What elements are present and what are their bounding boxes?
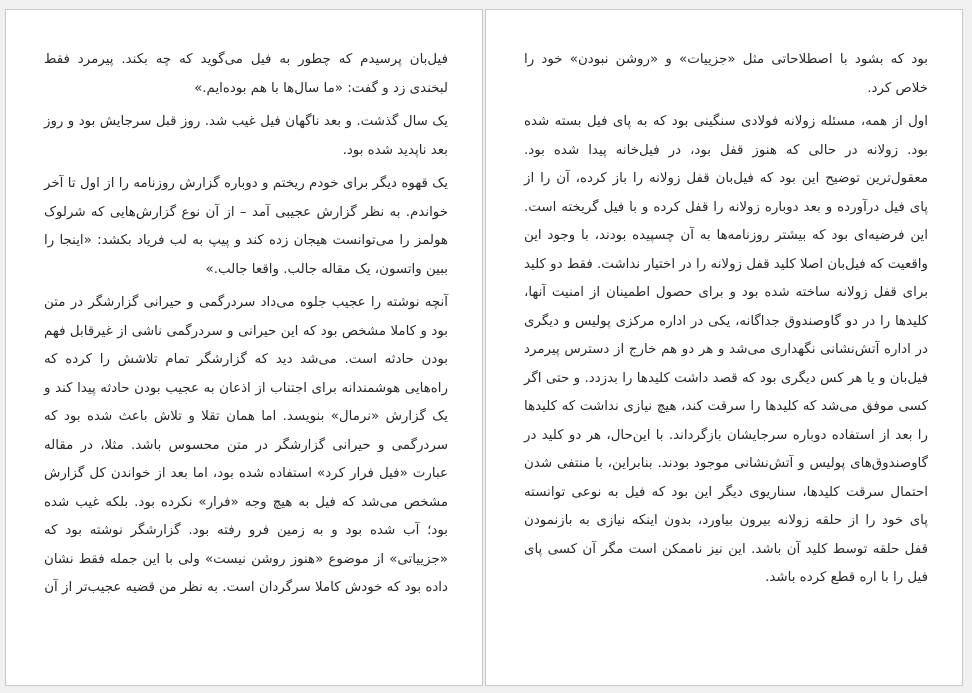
paragraph: بود که بشود با اصطلاحاتی مثل «جزییات» و «روشن نبودن» خود را خلاص کرد. [524,52,928,96]
paragraph: یک سال گذشت. و بعد ناگهان فیل غیب شد. روز قبل سرجایش بود و روز بعد ناپدید شده بود. [44,114,448,158]
paragraph: فیل‌بان پرسیدم که چطور به فیل می‌گوید که چه بکند. پیرمرد فقط لبخندی زد و گفت: «ما سال‌ها با هم بوده‌ایم.» [44,52,448,96]
paragraph: آنچه نوشته را عجیب جلوه می‌داد سردرگمی و حیرانی گزارشگر در متن بود و کاملا مشخص بود که این حیرانی و سردرگمی ناشی از غیرقابل فهم بودن حادثه است. می‌شد دید که گزارشگر تمام تلاشش را کرده که راه‌هایی هوشمندانه برای اجتناب از اذعان به عجیب بودن حادثه پیدا کند و یک گزارش «نرمال» بنویسد. اما همان تقلا و تلاش باعث شده بود که سردرگمی و حیرانی گزارشگر در متن محسوس باشد. مثلا، در مقاله عبارت «فیل فرار کرد» استفاده شده بود، اما بعد از خواندن کل گزارش مشخص می‌شد که فیل به هیچ وجه «فرار» نکرده بود. بلکه غیب شده بود؛ آب شده بود و به زمین فرو رفته بود. گزارشگر نوشته بود که «جزییاتی» از موضوع «هنوز روشن نیست» ولی با این جمله فقط نشان داده بود که خودش کاملا سرگردان است. به نظر من قضیه عجیب‌تر از آن [44,295,448,595]
right-page-text [524,46,928,598]
left-page-text [44,46,448,608]
paragraph: اول از همه، مسئله زولانه فولادی سنگینی بود که به پای فیل بسته شده بود. زولانه در حالی که هنوز قفل بود، در فیل‌خانه پیدا شده بود. معقول‌ترین توضیح این بود که فیل‌بان قفل زولانه را باز کرده، آن را از پای فیل درآورده و بعد دوباره زولانه را قفل کرده و با فیل گریخته است. این فرضیه‌ای بود که بیشتر روزنامه‌ها به آن چسپیده بودند، با وجود این واقعیت که فیل‌بان اصلا کلید قفل زولانه را در اختیار نداشت. فقط دو کلید برای قفل زولانه ساخته شده بود و برای حصول اطمینان از امنیت آنها، کلیدها را در دو گاوصندوق جداگانه، یکی در اداره مرکزی پولیس و دیگری در اداره آتش‌نشانی نگهداری می‌شد و هر دو هم خارج از دسترس پیرمرد فیل‌بان و یا هر کس دیگری بود که قصد داشت کلیدها را بدزدد. و حتی اگر کسی موفق می‌شد که کلیدها را سرقت کند، هیچ نیازی نداشت که کلیدها را بعد از استفاده دوباره سرجایشان بازگرداند. با این‌حال، هر دو کلید در گاوصندوق‌های پولیس و آتش‌نشانی موجود بودند. بنابراین، با منتفی شدن احتمال سرقت کلیدها، سناریوی دیگر این بود که فیل به نوعی توانسته پای خود را از حلقه زولانه بیرون بیاورد، بدون اینکه نیازی به بازنمودن قفل حلقه توسط کلید آن باشد. این نیز ناممکن است مگر آن کسی پای فیل را با اره قطع کرده باشد. [524,114,928,585]
right-page [485,9,963,686]
left-page [5,9,483,686]
paragraph: یک قهوه دیگر برای خودم ریختم و دوباره گزارش روزنامه را از اول تا آخر خواندم. به نظر گزارش عجیبی آمد – از آن نوع گزارش‌هایی که شرلوک هولمز را می‌توانست هیجان زده کند و پیپ به لب فریاد بکشد: «اینجا را ببین واتسون، یک مقاله جالب. واقعا جالب.» [44,176,448,277]
